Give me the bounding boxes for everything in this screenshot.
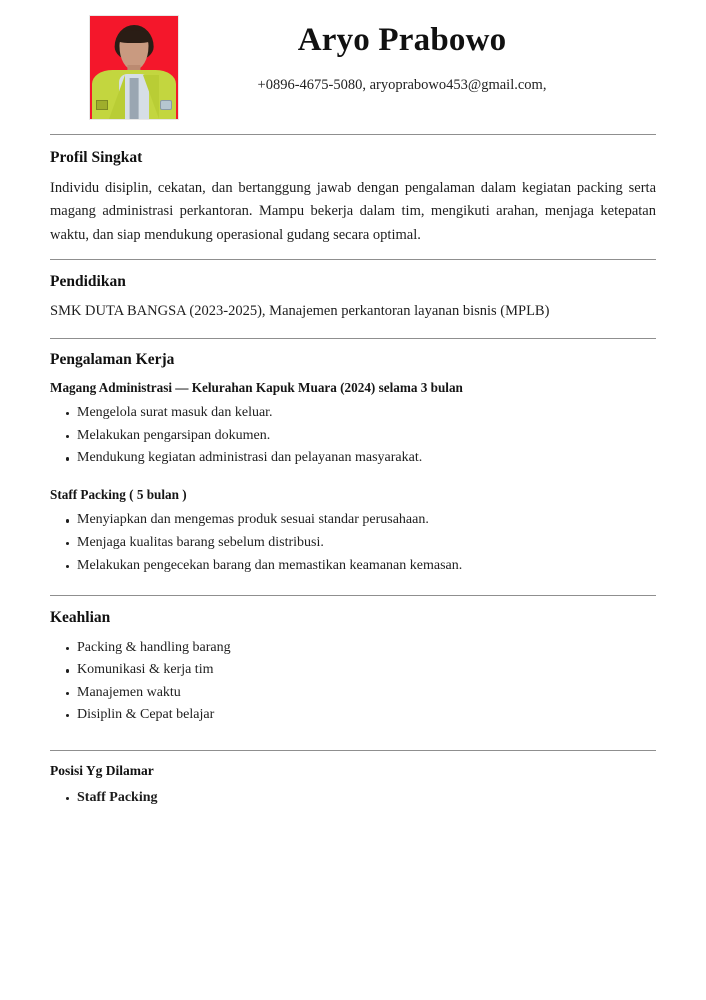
list-item: Staff Packing [50, 787, 656, 810]
list-item: Manajemen waktu [50, 682, 656, 704]
list-item: Menyiapkan dan mengemas produk sesuai standar perusahaan. [50, 509, 656, 532]
header-text-block [178, 14, 656, 95]
position-list [50, 787, 656, 810]
spacer [0, 322, 706, 338]
list-item: Mengelola surat masuk dan keluar. [50, 402, 656, 425]
resume-header [50, 14, 656, 134]
profile-summary-text: Individu disiplin, cekatan, dan bertanggung jawab dengan pengalaman dalam kegiatan packing serta magang administrasi perkantoran. Mampu bekerja dalam tim, mengikuti arahan, menjaga ketepatan waktu, dan siap mendukung operasional gudang secara optimal. [50, 179, 656, 243]
spacer [0, 247, 706, 259]
list-item: Melakukan pengarsipan dokumen. [50, 425, 656, 448]
list-item: Mendukung kegiatan administrasi dan pelayanan masyarakat. [50, 447, 656, 470]
section-education [50, 260, 656, 322]
spacer [0, 726, 706, 750]
job-title: Staff Packing ( 5 bulan ) [50, 487, 187, 503]
skills-list [50, 637, 656, 727]
profile-photo [90, 16, 178, 119]
section-title-education: Pendidikan [50, 273, 126, 291]
section-experience [50, 339, 656, 577]
section-position-applied [50, 751, 656, 809]
photo-fringe [118, 30, 150, 42]
contact-line: +0896-4675-5080, aryoprabowo453@gmail.com, [257, 76, 547, 93]
section-skills [50, 596, 656, 726]
photo-lapel-left [109, 75, 125, 119]
job-title: Magang Administrasi — Kelurahan Kapuk Muara (2024) selama 3 bulan [50, 379, 463, 395]
list-item: Packing & handling barang [50, 637, 656, 659]
section-title-experience: Pengalaman Kerja [50, 351, 175, 369]
candidate-name: Aryo Prabowo [297, 22, 507, 58]
spacer [0, 577, 706, 595]
job-duty-list [50, 509, 656, 577]
section-profile [50, 135, 656, 247]
job-duty-list [50, 402, 656, 470]
list-item: Menjaga kualitas barang sebelum distribusi. [50, 532, 656, 555]
list-item: Melakukan pengecekan barang dan memastikan keamanan kemasan. [50, 555, 656, 578]
photo-name-badge [96, 100, 108, 110]
photo-school-emblem [160, 100, 172, 110]
section-title-position: Posisi Yg Dilamar [50, 763, 154, 779]
section-title-profile: Profil Singkat [50, 149, 143, 166]
list-item: Disiplin & Cepat belajar [50, 704, 656, 726]
photo-necktie [130, 78, 139, 119]
list-item: Komunikasi & kerja tim [50, 659, 656, 681]
section-title-skills: Keahlian [50, 609, 111, 627]
education-entry: SMK DUTA BANGSA (2023-2025), Manajemen perkantoran layanan bisnis (MPLB) [50, 302, 550, 319]
photo-lapel-right [143, 75, 159, 119]
